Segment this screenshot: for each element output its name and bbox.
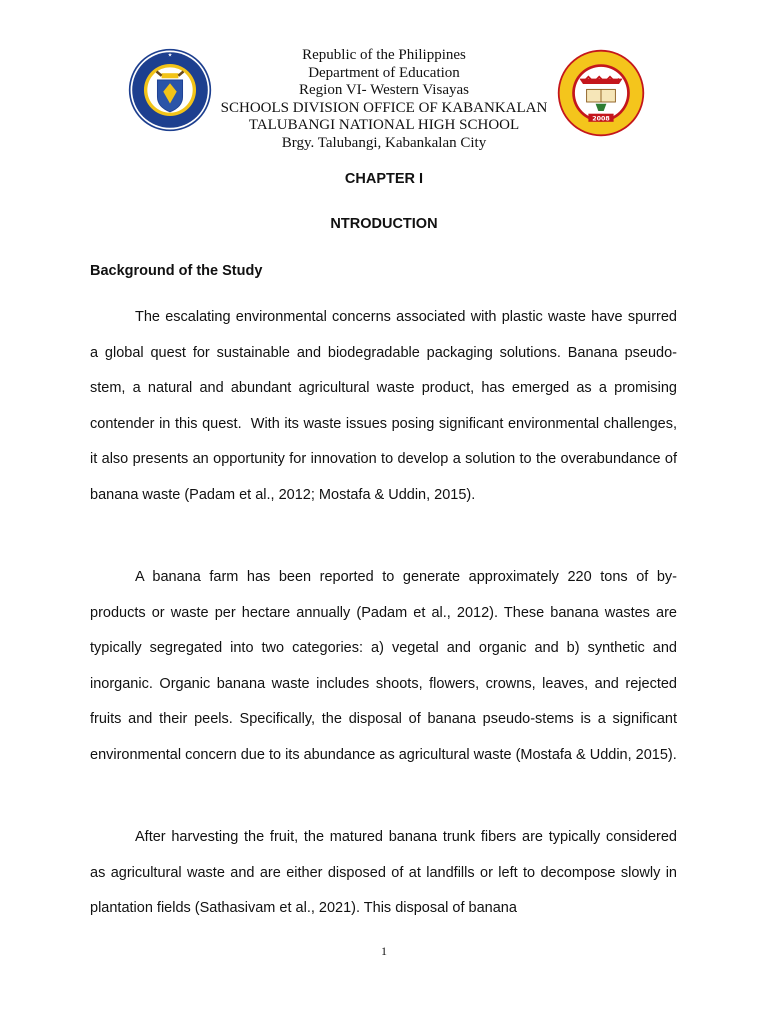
- section-heading: Background of the Study: [90, 263, 263, 279]
- paragraph-1: [90, 300, 677, 514]
- paragraph-3: [90, 820, 677, 927]
- paragraph-text: After harvesting the fruit, the matured banana trunk fibers are typically considered as agricultural waste and are either disposed of at landfills or left to decompose slowly in plantation fields (Sathasivam et al., 2021). This disposal of banana: [90, 829, 677, 917]
- chapter-title: NTRODUCTION: [330, 216, 438, 232]
- header-line-department: Department of Education: [308, 64, 460, 81]
- header-line-republic: Republic of the Philippines: [302, 47, 466, 63]
- header-line-school: TALUBANGI NATIONAL HIGH SCHOOL: [248, 117, 520, 134]
- paragraph-2: [90, 560, 677, 774]
- header-line-region: Region VI- Western Visayas: [299, 82, 469, 99]
- header-line-division: SCHOOLS DIVISION OFFICE OF KABANKALAN: [220, 99, 548, 116]
- header-line-address: Brgy. Talubangi, Kabankalan City: [281, 134, 487, 151]
- svg-text:2008: 2008: [592, 115, 610, 123]
- paragraph-text: The escalating environmental concerns associated with plastic waste have spurred a global quest for sustainable and biodegradable packaging solutions. Banana pseudo-stem, a natural and abundant agricultural waste product, has emerged as a promising contender in this quest. With its waste issues posing significant environmental challenges, it also presents an opportunity for innovation to develop a solution to the overabundance of banana waste (Padam et al., 2012; Mostafa & Uddin, 2015).: [90, 309, 677, 503]
- page-number: 1: [381, 944, 387, 958]
- svg-text:★: ★: [167, 52, 173, 59]
- letterhead: [0, 47, 768, 153]
- paragraph-text: A banana farm has been reported to generate approximately 220 tons of by-products or waste per hectare annually (Padam et al., 2012). These banana wastes are typically segregated into two categories: a) vegetal and organic and b) synthetic and inorganic. Organic banana waste includes shoots, flowers, crowns, leaves, and rejected fruits and their peels. Specifically, the disposal of banana pseudo-stems is a significant environmental concern due to its abundance as agricultural waste (Mostafa & Uddin, 2015).: [90, 569, 677, 763]
- chapter-heading: CHAPTER I: [344, 171, 424, 187]
